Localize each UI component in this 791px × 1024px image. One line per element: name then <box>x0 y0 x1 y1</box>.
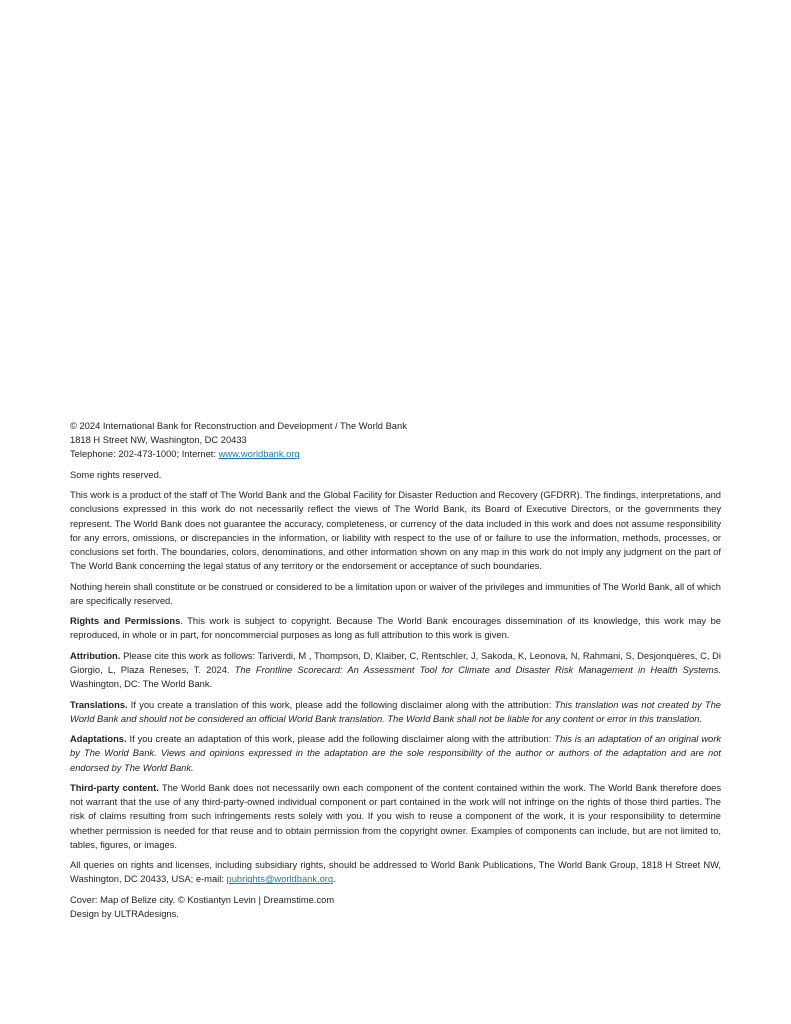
disclaimer-paragraph: This work is a product of the staff of The World Bank and the Global Facility for Disaster Reduction and Recovery (GFDRR). The findings, interpretations, and conclusions expressed in this work do not necessarily reflect the views of The World Bank, its Board of Executive Directors, or the governments they represent. The World Bank does not guarantee the accuracy, completeness, or currency of the data included in this work and does not assume responsibility for any errors, omissions, or discrepancies in the information, or liability with respect to the use of or failure to use the information, methods, processes, or conclusions set forth. The boundaries, colors, denominations, and other information shown on any map in this work do not imply any judgment on the part of The World Bank concerning the legal status of any territory or the endorsement or acceptance of such boundaries. <box>70 490 721 572</box>
translations-quote: This translation was not created by The World Bank and should not be considered an official World Bank translation. The World Bank shall not be liable for any content or error in this translation. <box>70 699 721 724</box>
copyright-page <box>70 419 721 921</box>
queries-paragraph <box>70 858 721 886</box>
telephone-text: Telephone: 202-473-1000; Internet: <box>70 449 219 460</box>
email-link[interactable]: pubrights@worldbank.org <box>226 874 334 885</box>
third-party-heading: Third-party content. <box>70 782 159 793</box>
attribution-heading: Attribution. <box>70 650 121 661</box>
website-link[interactable]: www.worldbank.org <box>218 449 300 460</box>
rights-permissions-heading: Rights and Permissions <box>70 616 181 627</box>
translations-text: If you create a translation of this work, please add the following disclaimer along with the attribution: <box>127 699 555 710</box>
address-line: 1818 H Street NW, Washington, DC 20433 <box>70 435 247 446</box>
translations-paragraph <box>70 698 721 726</box>
credits <box>70 893 721 921</box>
contact-line <box>70 447 721 461</box>
cover-credit: Cover: Map of Belize city. © Kostiantyn Levin | Dreamstime.com <box>70 894 335 905</box>
queries-text: All queries on rights and licenses, including subsidiary rights, should be addressed to World Bank Publications, The World Bank Group, 1818 H Street NW, Washington, DC 20433, USA; e-mail: <box>70 860 721 885</box>
privileges-paragraph: Nothing herein shall constitute or be construed or considered to be a limitation upon or waiver of the privileges and immunities of The World Bank, all of which are specifically reserved. <box>70 581 721 606</box>
third-party-paragraph <box>70 781 721 852</box>
copyright-line: © 2024 International Bank for Reconstruction and Development / The World Bank <box>70 421 407 431</box>
adaptations-heading: Adaptations. <box>70 734 127 745</box>
rights-reserved: Some rights reserved. <box>70 469 162 480</box>
adaptations-quote: This is an adaptation of an original work by The World Bank. Views and opinions expressed in the adaptation are the sole responsibility of the author or authors of the adaptation and are not endorsed by The World Bank. <box>70 734 721 773</box>
queries-end: . <box>333 874 336 885</box>
attribution-text: Please cite this work as follows: Tariverdi, M , Thompson, D, Klaiber, C, Rentschler, J, Sakoda, K, Leonova, N, Rahmani, S, Desjonquères, C, Di Giorgio, L, Plaza Reneses, T. 2024. <box>70 650 721 675</box>
publisher-info <box>70 419 721 462</box>
design-credit: Design by ULTRAdesigns. <box>70 908 179 919</box>
adaptations-text: If you create an adaptation of this work, please add the following disclaimer along with the attribution: <box>126 734 555 745</box>
rights-permissions-text: . This work is subject to copyright. Because The World Bank encourages dissemination of its knowledge, this work may be reproduced, in whole or in part, for noncommercial purposes as long as full attribution to this work is given. <box>70 616 721 641</box>
attribution-title: The Frontline Scorecard: An Assessment Tool for Climate and Disaster Risk Management in Health Systems. <box>234 664 721 675</box>
third-party-text: The World Bank does not necessarily own each component of the content contained within the work. The World Bank therefore does not warrant that the use of any third-party-owned individual component or part contained in the work will not infringe on the rights of those third parties. The risk of claims resulting from such infringements rests solely with you. If you wish to reuse a component of the work, it is your responsibility to determine whether permission is needed for that reuse and to obtain permission from the copyright owner. Examples of components can include, but are not limited to, tables, figures, or images. <box>70 782 722 850</box>
translations-heading: Translations. <box>70 699 128 710</box>
adaptations-paragraph <box>70 732 721 775</box>
rights-permissions-paragraph <box>70 614 721 642</box>
attribution-publisher: Washington, DC: The World Bank. <box>70 679 213 690</box>
attribution-paragraph <box>70 649 721 692</box>
